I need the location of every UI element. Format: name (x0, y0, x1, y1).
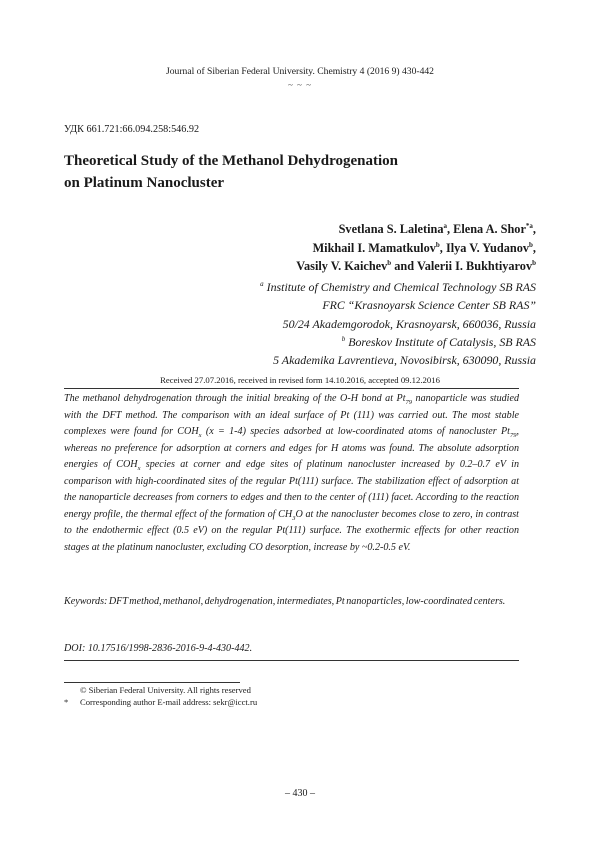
author-name: Valerii I. Bukhtiyarov (416, 259, 533, 273)
author-affil-mark: b (532, 258, 536, 267)
footnote-corresponding: * Corresponding author E-mail address: sekr@icct.ru (64, 697, 258, 707)
paper-title (64, 150, 534, 194)
affiliation-mark: b (341, 334, 346, 343)
received-dates: Received 27.07.2016, received in revised form 14.10.2016, accepted 09.12.2016 (160, 375, 440, 385)
abstract-text: The methanol dehydrogenation through the initial breaking of the O-H bond at $Pt_{79}$ nanoparticle was studied with the DFT method. The comparison with an ideal surface of Pt (111) was carried out. The most stable complexes were found for $COH_x$ (x = 1-4) species adsorbed at low-coordinated atoms of nanocluster $Pt_{79}$, whereas no preference for adsorption at corners and edges for H atoms was found. The absolute adsorption energies of $COH_x$ species at corner and edge sites of platinum nanocluster increased by 0.2–0.7 eV in comparison with high-coordinated sites of the regular Pt(111) surface. The stabilization effect of adsorption at the nanoparticle decreases from corners to edges and then to the center of (111) facet. According to the reaction energy profile, the thermal effect of the formation of $CH_3O$ at the nanocluster becomes close to zero, in contrast to the endothermic effect (0.5 eV) on the regular Pt(111) surface. The exothermic effects for other reaction stages at the platinum nanocluster, excluding CO desorption, increase by ~0.2-0.5 eV. (64, 393, 519, 553)
affiliation-a-line-3: 50/24 Akademgorodok, Krasnoyarsk, 660036, Russia (282, 316, 536, 331)
header-ornament: ~ ~ ~ (287, 80, 313, 90)
abstract-bottom-rule (64, 660, 519, 661)
author-separator: , (446, 222, 454, 236)
author-line-2 (96, 239, 536, 258)
author-conjunction: and (391, 259, 417, 273)
author-list (96, 220, 536, 276)
author-name: Vasily V. Kaichev (296, 259, 388, 273)
author-name: Ilya V. Yudanov (445, 240, 530, 255)
udk-code: УДК 661.721:66.094.258:546.92 (64, 124, 200, 135)
author-separator: , (532, 222, 536, 236)
footnote-rule (64, 682, 240, 683)
footnote-copyright: © Siberian Federal University. All rights reserved (80, 685, 251, 695)
journal-header: Journal of Siberian Federal University. Chemistry 4 (2016 9) 430-442 (166, 66, 434, 77)
author-line-3 (96, 257, 536, 276)
keywords: Keywords: DFT method, methanol, dehydrogenation, intermediates, Pt nanoparticles, low-coordinated centers. (64, 596, 506, 607)
abstract (64, 391, 519, 556)
affiliation-a-line-2: FRC “Krasnoyarsk Science Center SB RAS” (322, 298, 536, 313)
author-name: Elena A. Shor (453, 222, 526, 236)
author-affil-mark: b (387, 258, 392, 267)
affiliations (96, 278, 536, 369)
author-line-1 (96, 220, 536, 239)
affiliation-a-line-1: $^a$ Institute of Chemistry and Chemical Technology SB RAS (260, 280, 536, 294)
title-line-1: Theoretical Study of the Methanol Dehydrogenation (64, 153, 399, 169)
author-separator: , (439, 240, 446, 255)
affiliation-b-line-2: 5 Akademika Lavrentieva, Novosibirsk, 630090, Russia (273, 353, 536, 368)
author-affil-mark: a (443, 221, 447, 230)
affiliation-mark: a (260, 280, 264, 289)
author-affil-mark: *a (525, 221, 533, 230)
page-number: – 430 – (285, 788, 315, 799)
affiliation-b-line-1: $^b$ Boreskov Institute of Catalysis, SB RAS (341, 334, 536, 349)
title-line-2: on Platinum Nanocluster (64, 175, 225, 191)
author-separator: , (532, 240, 536, 255)
author-name: Mikhail I. Mamatkulov (312, 240, 436, 255)
author-affil-mark: b (435, 240, 440, 249)
doi: DOI: 10.17516/1998-2836-2016-9-4-430-442. (64, 643, 253, 654)
abstract-top-rule (64, 388, 519, 389)
author-name: Svetlana S. Laletina (338, 222, 444, 236)
footnote-star: * (64, 697, 69, 707)
author-affil-mark: b (529, 240, 533, 249)
